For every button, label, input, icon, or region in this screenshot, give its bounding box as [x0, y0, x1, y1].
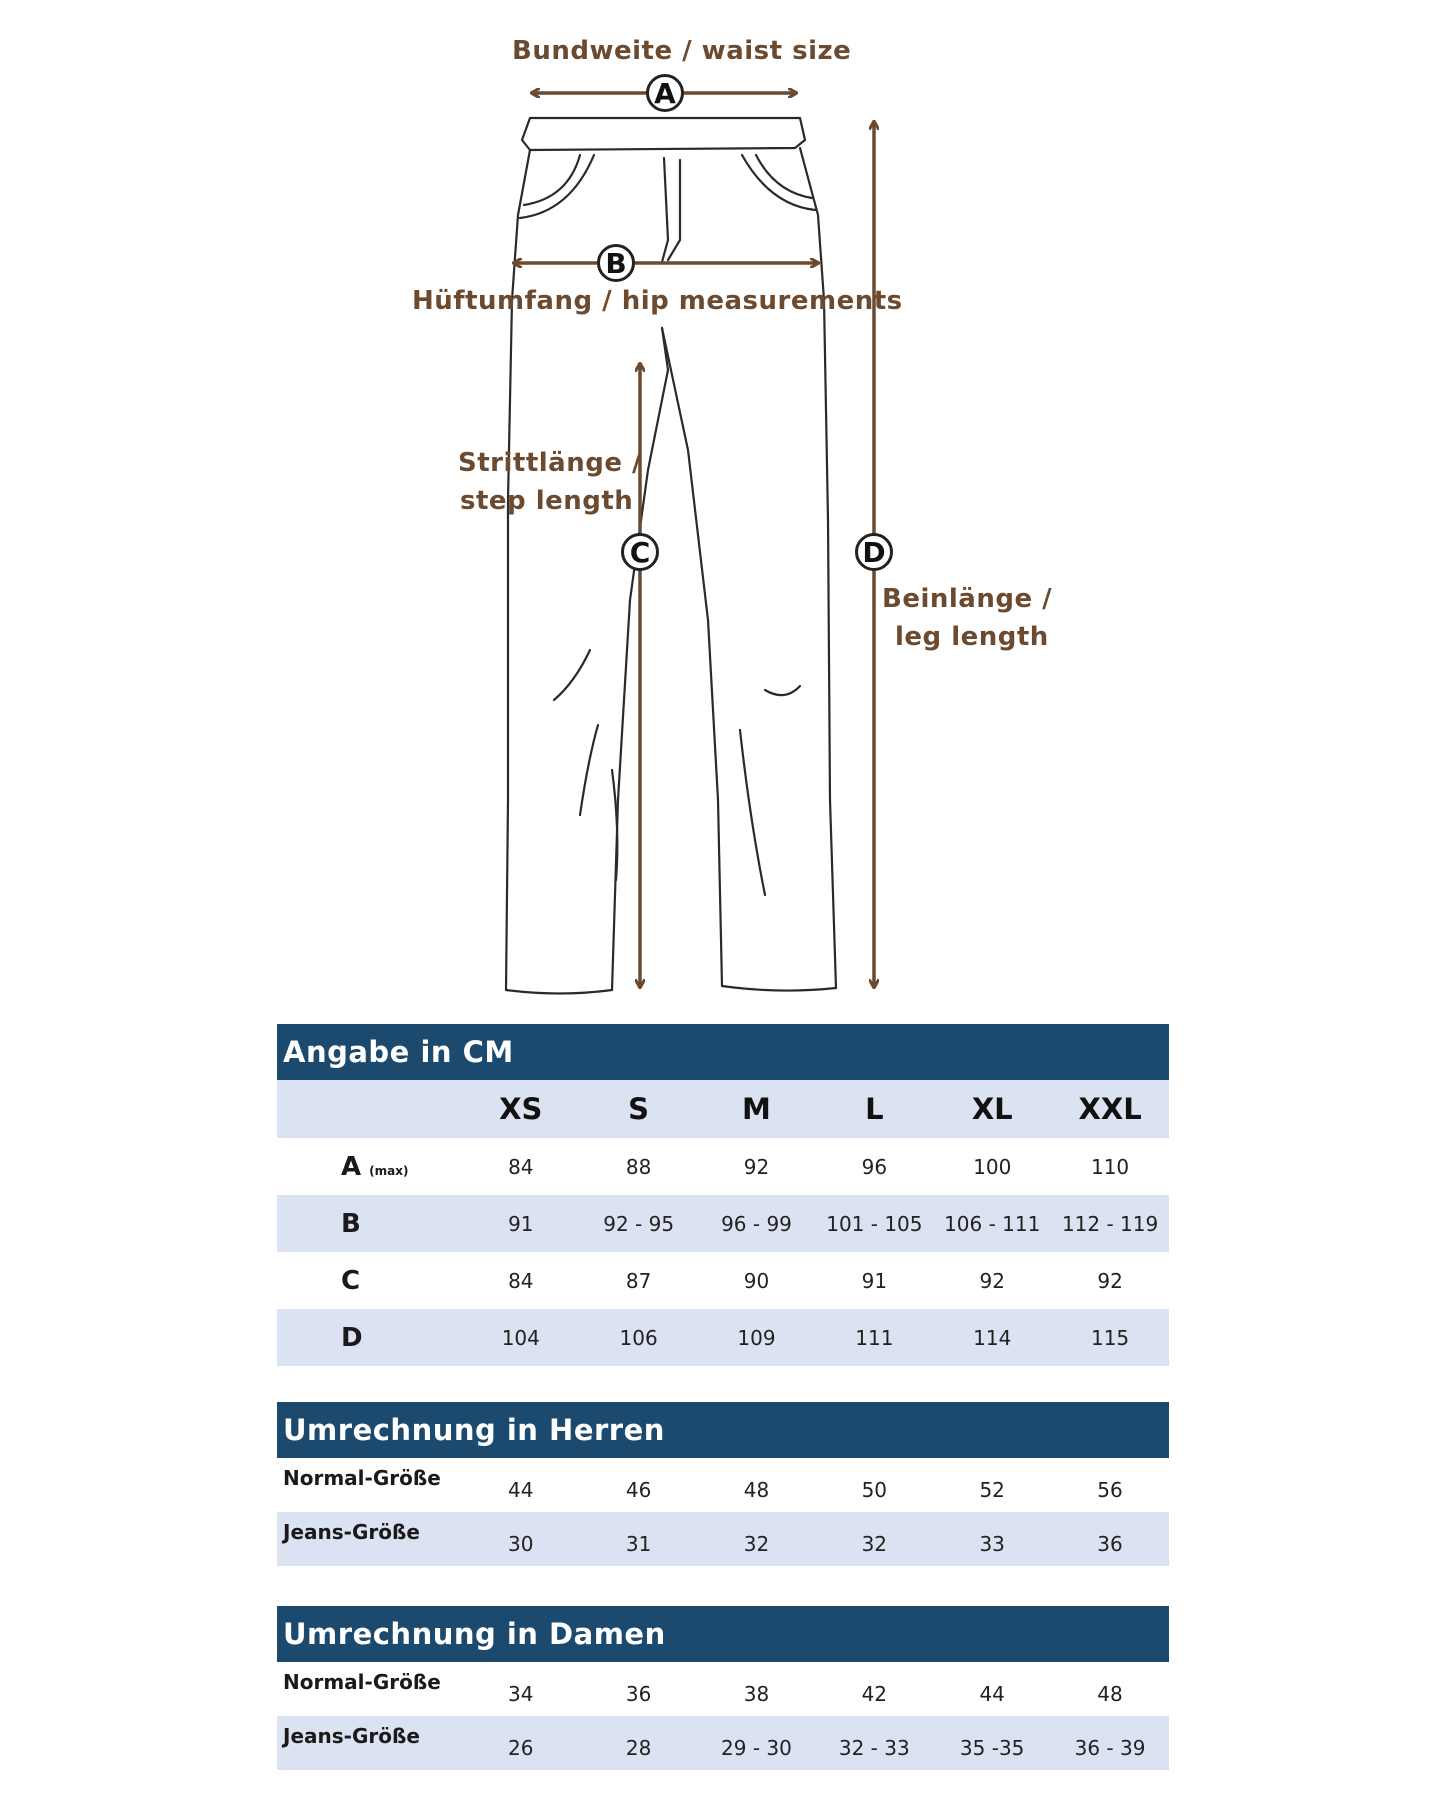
table-cell: 111	[855, 1325, 894, 1350]
size-table-title: Angabe in CM	[277, 1024, 1169, 1080]
size-heading: S	[628, 1092, 650, 1126]
table-cell: 96 - 99	[721, 1211, 792, 1236]
table-cell: 42	[861, 1682, 888, 1706]
table-row	[277, 1458, 1169, 1512]
table-cell: 92	[743, 1154, 770, 1179]
row-label	[277, 1152, 462, 1182]
table-cell: 36	[625, 1682, 652, 1706]
table-cell: 91	[861, 1268, 888, 1293]
table-cell: 44	[979, 1682, 1005, 1706]
table-cell: 32	[861, 1532, 888, 1556]
row-label	[277, 1323, 462, 1353]
step-length-label-1: Strittlänge /	[458, 448, 643, 478]
size-heading: XL	[971, 1092, 1013, 1126]
table-cell: 38	[743, 1682, 770, 1706]
size-heading: M	[742, 1092, 771, 1126]
table-cell: 36	[1097, 1532, 1123, 1556]
damen-table	[277, 1606, 1169, 1770]
table-cell: 92	[1097, 1268, 1123, 1293]
table-cell: 56	[1097, 1478, 1123, 1502]
marker-b: B	[597, 244, 635, 282]
table-cell: 110	[1090, 1154, 1130, 1179]
table-cell: 90	[743, 1268, 770, 1293]
row-letter: D	[341, 1322, 363, 1353]
table-cell: 114	[973, 1325, 1012, 1350]
table-cell: 35 -35	[959, 1736, 1025, 1760]
marker-a: A	[646, 74, 684, 112]
table-cell: 106	[619, 1325, 658, 1350]
size-heading: L	[865, 1092, 884, 1126]
marker-c: C	[621, 533, 659, 571]
table-row	[277, 1716, 1169, 1770]
table-row	[277, 1512, 1169, 1566]
table-row	[277, 1662, 1169, 1716]
table-cell: 112 - 119	[1061, 1211, 1159, 1236]
table-cell: 100	[973, 1154, 1012, 1179]
table-row-a	[277, 1138, 1169, 1195]
pants-drawing	[506, 118, 836, 994]
row-label: Jeans-Größe	[283, 1724, 420, 1748]
row-label: Normal-Größe	[283, 1466, 441, 1490]
table-cell: 32	[743, 1532, 770, 1556]
size-heading: XS	[499, 1092, 543, 1126]
table-cell: 32 - 33	[838, 1736, 910, 1760]
table-cell: 88	[625, 1154, 652, 1179]
table-cell: 84	[508, 1268, 534, 1293]
row-label: Jeans-Größe	[283, 1520, 420, 1544]
size-header-row	[277, 1080, 1169, 1138]
row-letter: C	[341, 1265, 361, 1296]
leg-length-label-1: Beinlänge /	[882, 584, 1053, 614]
waist-label: Bundweite / waist size	[512, 36, 852, 66]
table-cell: 87	[625, 1268, 652, 1293]
table-row-b	[277, 1195, 1169, 1252]
table-cell: 34	[508, 1682, 534, 1706]
measurement-arrows	[514, 93, 874, 987]
row-letter: B	[341, 1208, 361, 1239]
table-cell: 91	[508, 1211, 534, 1236]
herren-table-title: Umrechnung in Herren	[277, 1402, 1169, 1458]
table-cell: 92	[979, 1268, 1005, 1293]
table-cell: 101 - 105	[826, 1211, 923, 1236]
table-cell: 46	[625, 1478, 652, 1502]
row-label	[277, 1209, 462, 1239]
table-cell: 84	[508, 1154, 534, 1179]
table-cell: 109	[737, 1325, 776, 1350]
table-cell: 50	[861, 1478, 888, 1502]
table-cell: 48	[1097, 1682, 1123, 1706]
row-label	[277, 1266, 462, 1296]
row-letter: A	[341, 1151, 362, 1182]
marker-d: D	[855, 533, 893, 571]
damen-table-title: Umrechnung in Damen	[277, 1606, 1169, 1662]
table-cell: 115	[1090, 1325, 1130, 1350]
hip-label: Hüftumfang / hip measurements	[412, 286, 903, 316]
row-note: (max)	[369, 1163, 409, 1178]
table-cell: 52	[979, 1478, 1005, 1502]
table-cell: 96	[861, 1154, 888, 1179]
table-row-c	[277, 1252, 1169, 1309]
table-cell: 33	[979, 1532, 1005, 1556]
table-cell: 30	[508, 1532, 534, 1556]
step-length-label-2: step length	[460, 486, 634, 516]
table-cell: 104	[501, 1325, 540, 1350]
table-cell: 36 - 39	[1074, 1736, 1146, 1760]
table-row-d	[277, 1309, 1169, 1366]
table-cell: 92 - 95	[603, 1211, 675, 1236]
size-table	[277, 1024, 1169, 1366]
row-label: Normal-Größe	[283, 1670, 441, 1694]
table-cell: 106 - 111	[944, 1211, 1041, 1236]
table-cell: 31	[625, 1532, 652, 1556]
table-cell: 26	[508, 1736, 534, 1760]
herren-table	[277, 1402, 1169, 1566]
table-cell: 48	[743, 1478, 770, 1502]
table-cell: 29 - 30	[721, 1736, 792, 1760]
table-cell: 28	[625, 1736, 652, 1760]
size-heading: XXL	[1078, 1092, 1142, 1126]
leg-length-label-2: leg length	[895, 622, 1049, 652]
table-cell: 44	[508, 1478, 534, 1502]
